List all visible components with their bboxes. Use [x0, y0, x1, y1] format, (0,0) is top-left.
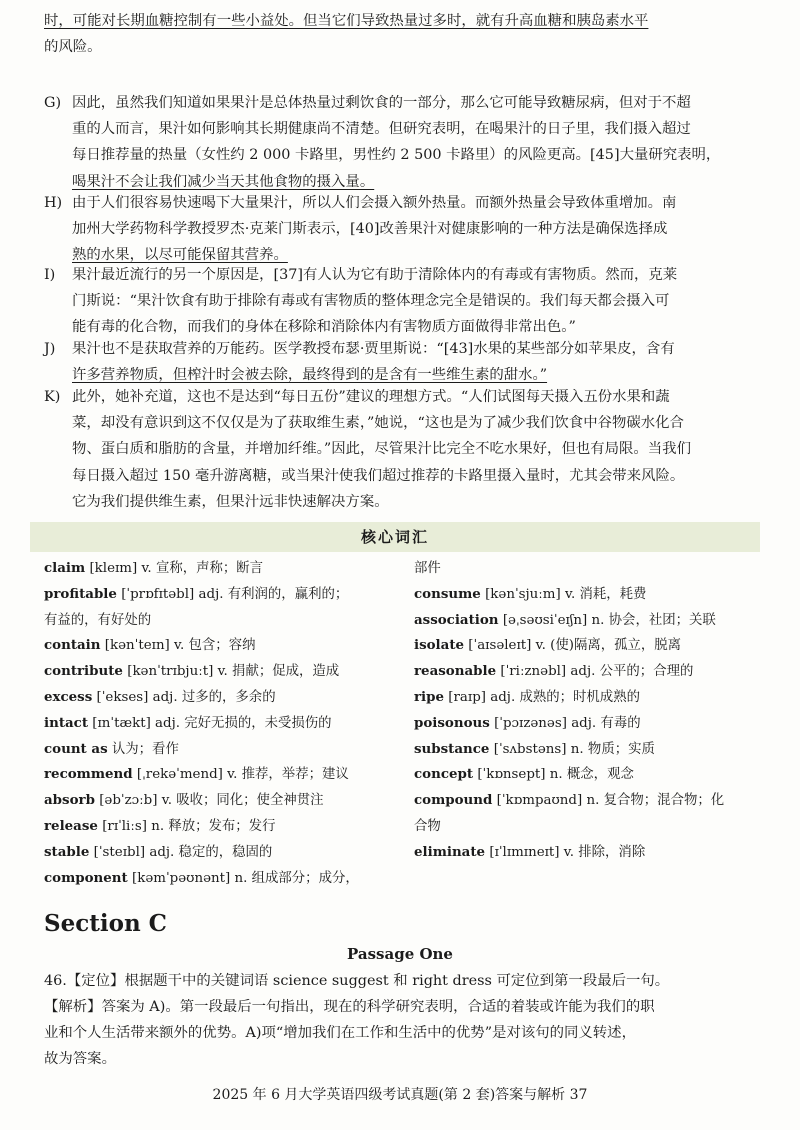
text-line: 每日推荐量的热量（女性约 2 000 卡路里，男性约 2 500 卡路里）的风险更高。[45]大量研究表明，: [72, 147, 721, 164]
vocab-item: [44, 762, 394, 788]
vocab-word: contain: [44, 637, 101, 654]
vocab-definition: [ˈpɔɪzənəs] adj. 有毒的: [494, 715, 641, 731]
vocab-item: [414, 814, 764, 840]
vocab-definition: [ˈprɒfɪtəbl] adj. 有利润的，赢利的；: [121, 586, 349, 602]
vocab-item: [44, 608, 394, 634]
vocab-item: [414, 633, 764, 659]
text-line: 果汁最近流行的另一个原因是，[37]有人认为它有助于清除体内的有毒或有害物质。然而，克莱: [72, 267, 678, 283]
paragraph-label-h: H): [44, 195, 63, 211]
paragraph-label-j: J): [44, 341, 56, 357]
vocab-word: excess: [44, 688, 93, 705]
vocab-item: [44, 582, 394, 608]
vocab-item: [414, 685, 764, 711]
vocab-item: [414, 788, 764, 814]
vocab-definition: [raɪp] adj. 成熟的；时机成熟的: [448, 689, 640, 705]
vocab-definition: 合物: [414, 818, 441, 834]
vocab-definition: [əˌsəʊsiˈeɪʃn] n. 协会，社团；关联: [502, 612, 716, 628]
text-line: 由于人们很容易快速喝下大量果汁，所以人们会摄入额外热量。而额外热量会导致体重增加。南: [72, 195, 677, 211]
vocab-item: [44, 633, 394, 659]
paragraph-k: [72, 384, 762, 515]
text-line: 物、蛋白质和脂肪的含量，并增加纤维。”因此，尽管果汁比完全不吃水果好，但也有局限。当我们: [72, 441, 691, 458]
text-line: 菜，却没有意识到这不仅仅是为了获取维生素，”她说，“这也是为了减少我们饮食中谷物碳水化合: [72, 415, 684, 432]
vocab-definition: [kənˈsjuːm] v. 消耗，耗费: [485, 586, 647, 602]
paragraph-label-k: K): [44, 389, 61, 405]
vocab-item: [44, 685, 394, 711]
vocab-word: reasonable: [414, 663, 497, 680]
vocab-word: intact: [44, 714, 89, 731]
paragraph-i: [72, 262, 762, 341]
vocab-word: release: [44, 817, 98, 834]
vocab-item: [414, 608, 764, 634]
vocab-item: [44, 866, 394, 892]
text-line: 加州大学药物科学教授罗杰·克莱门斯表示，[40]改善果汁对健康影响的一种方法是确保选择成: [72, 221, 668, 238]
vocab-definition: [ɪˈlɪmɪneɪt] v. 排除，消除: [489, 844, 646, 860]
section-heading: Section C: [44, 910, 167, 937]
vocab-definition: [kənˈtrɪbjuːt] v. 捐献；促成，造成: [127, 664, 340, 680]
vocab-definition: [əbˈzɔːb] v. 吸收；同化；使全神贯注: [99, 793, 324, 809]
vocab-word: profitable: [44, 585, 117, 602]
vocab-definition: 有益的，有好处的: [44, 612, 152, 628]
vocab-definition: [ˈsteɪbl] adj. 稳定的，稳固的: [93, 844, 273, 860]
vocab-word: stable: [44, 843, 90, 860]
vocab-word: association: [414, 611, 499, 628]
vocab-section-title: 核心词汇: [30, 522, 760, 552]
vocab-item: [44, 814, 394, 840]
text-line: 时，可能对长期血糖控制有一些小益处。但当它们导致热量过多时，就有升高血糖和胰岛素水平: [44, 13, 649, 29]
text-line: 【解析】答案为 A)。第一段最后一句指出，现在的科学研究表明，合适的着装或许能为我们的职: [44, 999, 655, 1015]
vocab-definition: [ˌrekəˈmend] v. 推荐，举荐；建议: [136, 767, 349, 783]
text-line: 此外，她补充道，这也不是达到“每日五份”建议的理想方式。“人们试图每天摄入五份水果和蔬: [72, 389, 670, 405]
question-46-explanation: [44, 968, 762, 1072]
text-line: 46.【定位】根据题干中的关键词语 science suggest 和 right dress 可定位到第一段最后一句。: [44, 973, 670, 989]
paragraph-continuation: [44, 8, 762, 60]
paragraph-j: [72, 336, 762, 388]
vocab-word: compound: [414, 792, 493, 809]
vocab-item: [44, 556, 394, 582]
text-line: 熟的水果，以尽可能保留其营养。: [72, 247, 288, 264]
vocab-definition: [ˈsʌbstəns] n. 物质；实质: [493, 741, 655, 757]
vocab-definition: [ˈriːznəbl] adj. 公平的；合理的: [500, 664, 694, 680]
vocab-item: [414, 582, 764, 608]
vocab-word: contribute: [44, 663, 123, 680]
vocab-definition: [rɪˈliːs] n. 释放；发布；发行: [102, 818, 276, 834]
text-line: 果汁也不是获取营养的万能药。医学教授布瑟·贾里斯说：“[43]水果的某些部分如苹果皮，含有: [72, 341, 675, 357]
vocab-word: concept: [414, 766, 474, 783]
text-line: 故为答案。: [44, 1051, 116, 1067]
vocab-item: [414, 711, 764, 737]
vocab-definition: [ɪnˈtækt] adj. 完好无损的，未受损伤的: [92, 715, 332, 731]
vocab-word: recommend: [44, 766, 133, 783]
text-line: 喝果汁不会让我们减少当天其他食物的摄入量。: [72, 173, 375, 190]
vocab-word: claim: [44, 560, 86, 576]
vocab-item: [414, 556, 764, 582]
vocab-list-right: [414, 556, 764, 866]
vocab-word: ripe: [414, 688, 445, 705]
vocab-definition: [ˈkɒnsept] n. 概念，观念: [477, 767, 634, 783]
vocab-item: [44, 737, 394, 763]
text-line: 的风险。: [44, 39, 102, 56]
vocab-item: [414, 840, 764, 866]
vocab-definition: [ˈekses] adj. 过多的，多余的: [96, 689, 276, 705]
paragraph-h: [72, 190, 762, 269]
vocab-word: count as: [44, 740, 108, 757]
vocab-item: [44, 659, 394, 685]
text-line: 因此，虽然我们知道如果果汁是总体热量过剩饮食的一部分，那么它可能导致糖尿病，但对于不超: [72, 95, 691, 111]
vocab-list-left: [44, 556, 394, 891]
vocab-definition: 认为；看作: [111, 741, 179, 757]
text-line: 重的人而言，果汁如何影响其长期健康尚不清楚。但研究表明，在喝果汁的日子里，我们摄入超过: [72, 121, 691, 138]
vocab-item: [414, 737, 764, 763]
text-line: 能有毒的化合物，而我们的身体在移除和消除体内有害物质方面做得非常出色。”: [72, 319, 576, 336]
vocab-item: [44, 711, 394, 737]
vocab-word: poisonous: [414, 714, 490, 731]
vocab-item: [414, 659, 764, 685]
text-line: 许多营养物质，但榨汁时会被去除，最终得到的是含有一些维生素的甜水。”: [72, 367, 548, 384]
vocab-item: [414, 762, 764, 788]
passage-title: Passage One: [347, 945, 453, 963]
vocab-word: consume: [414, 585, 481, 602]
vocab-word: substance: [414, 740, 490, 757]
page-footer: 2025 年 6 月大学英语四级考试真题(第 2 套)答案与解析 37: [212, 1087, 588, 1103]
vocab-definition: [kleɪm] v. 宣称，声称；断言: [89, 561, 264, 576]
text-line: 它为我们提供维生素，但果汁远非快速解决方案。: [72, 493, 389, 510]
text-line: 门斯说：“果汁饮食有助于排除有毒或有害物质的整体理念完全是错误的。我们每天都会摄入可: [72, 293, 670, 310]
paragraph-label-i: I): [44, 267, 56, 283]
vocab-word: eliminate: [414, 843, 486, 860]
text-line: 每日摄入超过 150 毫升游离糖，或当果汁使我们超过推荐的卡路里摄入量时，尤其会带来风险。: [72, 467, 685, 484]
vocab-definition: 部件: [414, 561, 441, 576]
vocab-item: [44, 840, 394, 866]
text-line: 业和个人生活带来额外的优势。A)项“增加我们在工作和生活中的优势”是对该句的同义转述，: [44, 1025, 636, 1041]
paragraph-g: [72, 90, 762, 195]
vocab-definition: [kənˈteɪn] v. 包含；容纳: [104, 638, 256, 654]
vocab-definition: [kəmˈpəʊnənt] n. 组成部分；成分，: [132, 870, 359, 886]
vocab-word: absorb: [44, 792, 95, 809]
paragraph-label-g: G): [44, 95, 62, 111]
vocab-definition: [ˈkɒmpaʊnd] n. 复合物；混合物；化: [496, 793, 725, 809]
vocab-word: isolate: [414, 637, 465, 654]
vocab-word: component: [44, 869, 128, 886]
vocab-item: [44, 788, 394, 814]
vocab-definition: [ˈaɪsəleɪt] v. (使)隔离，孤立，脱离: [468, 638, 682, 654]
